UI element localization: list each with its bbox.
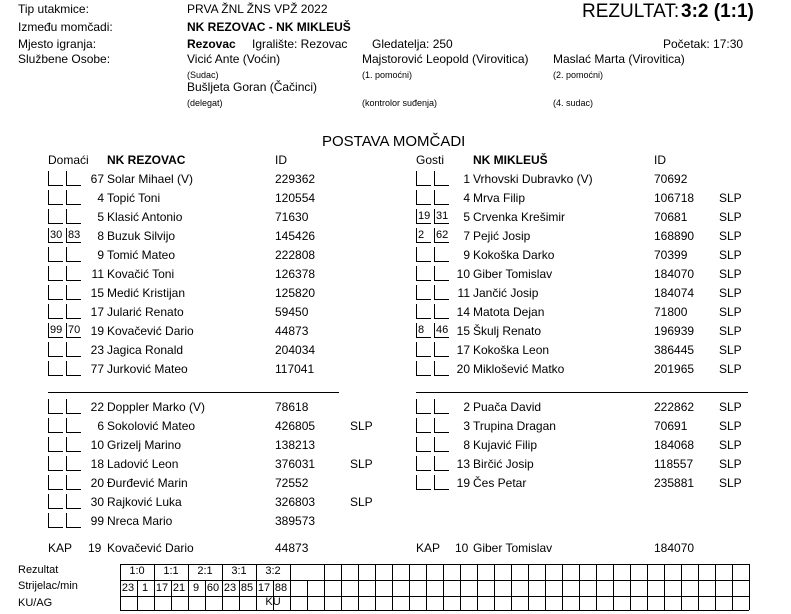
player-id: 71800 — [654, 305, 688, 319]
grid-vline — [664, 564, 665, 610]
grid-hline — [120, 610, 749, 611]
home-kap-name: Kovačević Dario — [107, 541, 194, 555]
player-id: 201965 — [654, 362, 695, 376]
result-cell: 3:1 — [231, 565, 247, 577]
player-number: 19 — [456, 476, 470, 490]
minute-box-out: 83 — [68, 229, 81, 241]
player-name: Doppler Marko (V) — [107, 400, 206, 414]
between-label: Između momčadi: — [18, 20, 113, 34]
grid-vline — [409, 564, 410, 610]
result-cell: 2:1 — [197, 565, 213, 577]
official-assistant-1: Majstorović Leopold (Virovitica) — [362, 52, 529, 66]
slp-badge: SLP — [350, 457, 373, 471]
home-divider — [48, 392, 339, 393]
scorer-cell: 23 — [223, 582, 237, 594]
player-number: 9 — [463, 248, 470, 262]
scorer-cell: 88 — [274, 582, 288, 594]
away-kap-num: 10 — [455, 541, 469, 555]
player-id: 235881 — [654, 476, 695, 490]
player-id: 184070 — [654, 267, 695, 281]
minute-box-in — [416, 456, 431, 471]
minute-box-out: 62 — [436, 229, 449, 241]
player-number: 18 — [90, 457, 104, 471]
slp-badge: SLP — [719, 229, 742, 243]
player-id: 44873 — [275, 324, 309, 338]
player-number: 22 — [90, 400, 104, 414]
slp-badge: SLP — [719, 438, 742, 452]
player-number: 10 — [90, 438, 104, 452]
grid-vline — [511, 564, 512, 610]
slp-badge: SLP — [719, 305, 742, 319]
minute-box-in — [48, 494, 63, 509]
grid-vline — [698, 564, 699, 610]
player-id: 70681 — [654, 210, 688, 224]
scorer-cell: 60 — [206, 582, 220, 594]
minute-box-in — [48, 361, 63, 376]
grid-vline — [562, 564, 563, 610]
player-id: 71630 — [275, 210, 309, 224]
official-delegate: Bušljeta Goran (Čačinci) — [187, 80, 318, 94]
away-label: Gosti — [416, 153, 445, 167]
player-id: 120554 — [275, 191, 316, 205]
player-name: Škulj Renato — [473, 324, 542, 338]
player-number: 15 — [90, 286, 104, 300]
grid-hline — [120, 596, 749, 597]
official-assistant-2: Maslać Marta (Virovitica) — [553, 52, 685, 66]
player-number: 20 — [456, 362, 470, 376]
grid-label-ku: KU/AG — [18, 597, 53, 609]
player-id: 376031 — [275, 457, 316, 471]
player-id: 138213 — [275, 438, 316, 452]
minute-box-in: 2 — [416, 228, 431, 243]
minute-box-in — [48, 304, 63, 319]
player-number: 17 — [456, 343, 470, 357]
grid-vline — [630, 564, 631, 610]
player-id: 106718 — [654, 191, 695, 205]
home-kap-id: 44873 — [275, 541, 309, 555]
player-name: Giber Tomislav — [473, 267, 553, 281]
player-name: Jularić Renato — [107, 305, 184, 319]
minute-box-in — [48, 285, 63, 300]
minute-box-in: 19 — [418, 210, 431, 222]
player-number: 5 — [463, 210, 470, 224]
player-name: Kovačić Toni — [107, 267, 175, 281]
grid-vline — [749, 564, 750, 610]
player-number: 5 — [97, 210, 104, 224]
minute-box-in — [416, 418, 431, 433]
slp-badge: SLP — [719, 191, 742, 205]
player-id: 168890 — [654, 229, 695, 243]
player-id: 126378 — [275, 267, 316, 281]
player-name: Jagica Ronald — [107, 343, 184, 357]
slp-badge: SLP — [719, 457, 742, 471]
slp-badge: SLP — [719, 476, 742, 490]
player-id: 184068 — [654, 438, 695, 452]
grid-vline — [375, 564, 376, 610]
minute-box-in: 99 — [50, 324, 63, 336]
player-id: 117041 — [275, 362, 315, 376]
player-name: Matota Dejan — [473, 305, 545, 319]
official-assistant-1-role: (1. pomoćni) — [362, 70, 413, 80]
minute-box-in — [416, 285, 431, 300]
player-number: 17 — [90, 305, 104, 319]
minute-box-in — [48, 171, 63, 186]
player-name: Klasić Antonio — [107, 210, 183, 224]
player-number: 30 — [90, 495, 104, 509]
player-number: 15 — [456, 324, 470, 338]
minute-box-in — [48, 247, 63, 262]
home-team-name: NK REZOVAC — [107, 153, 186, 167]
player-name: Pejić Josip — [473, 229, 531, 243]
player-name: Kujavić Filip — [473, 438, 538, 452]
result-cell: 1:0 — [129, 565, 145, 577]
player-id: 78618 — [275, 400, 309, 414]
player-name: Puača David — [473, 400, 542, 414]
grid-label-result: Rezultat — [18, 564, 59, 576]
player-number: 77 — [90, 362, 104, 376]
grid-vline — [579, 564, 580, 610]
player-name: Medić Kristijan — [107, 286, 186, 300]
minute-box-in — [416, 437, 431, 452]
slp-badge: SLP — [719, 362, 742, 376]
match-type-label: Tip utakmice: — [18, 2, 89, 16]
grid-vline — [715, 564, 716, 610]
minute-box-in — [48, 190, 63, 205]
slp-badge: SLP — [719, 343, 742, 357]
away-kap-name: Giber Tomislav — [473, 541, 553, 555]
player-name: Jurković Mateo — [107, 362, 188, 376]
minute-box-in — [416, 361, 431, 376]
player-id: 70399 — [654, 248, 688, 262]
minute-box-in: 8 — [416, 323, 431, 338]
slp-badge: SLP — [719, 210, 742, 224]
grid-vline — [358, 564, 359, 610]
player-id: 59450 — [275, 305, 309, 319]
player-id: 118557 — [654, 457, 694, 471]
player-number: 11 — [91, 267, 104, 281]
player-name: Crvenka Krešimir — [473, 210, 566, 224]
player-number: 11 — [457, 286, 470, 300]
player-number: 9 — [97, 248, 104, 262]
grid-vline — [528, 564, 529, 610]
minute-box-in — [416, 171, 431, 186]
minute-box-in — [48, 266, 63, 281]
slp-badge: SLP — [719, 286, 742, 300]
grid-vline — [681, 564, 682, 610]
home-id-header: ID — [275, 153, 287, 167]
player-name: Kokoška Darko — [473, 248, 555, 262]
player-name: Sokolović Mateo — [107, 419, 196, 433]
grid-vline — [647, 564, 648, 610]
away-kap-label: KAP — [416, 541, 441, 555]
player-id: 196939 — [654, 324, 695, 338]
grid-vline — [460, 564, 461, 610]
official-referee-role: (Sudac) — [187, 70, 219, 80]
minute-box-out: 46 — [436, 324, 449, 336]
minute-box-in — [416, 266, 431, 281]
scorer-cell: 85 — [240, 582, 254, 594]
minute-box-in — [416, 475, 431, 490]
slp-badge: SLP — [719, 419, 742, 433]
grid-vline — [290, 564, 291, 610]
player-number: 4 — [97, 191, 104, 205]
grid-vline — [545, 564, 546, 610]
player-id: 389573 — [275, 514, 316, 528]
grid-vline — [307, 580, 308, 610]
away-kap-id: 184070 — [654, 541, 695, 555]
home-kap-num: 19 — [88, 541, 102, 555]
player-id: 70692 — [654, 172, 688, 186]
slp-badge: SLP — [719, 324, 742, 338]
player-name: Nreca Mario — [107, 514, 173, 528]
grid-vline — [392, 564, 393, 610]
scorer-cell: 1 — [141, 582, 149, 594]
scorer-cell: 21 — [172, 582, 186, 594]
lineup-title: POSTAVA MOMČADI — [322, 133, 466, 150]
home-kap-label: KAP — [48, 541, 73, 555]
player-id: 386445 — [654, 343, 695, 357]
official-delegate-role: (delegat) — [187, 98, 223, 108]
away-id-header: ID — [654, 153, 666, 167]
grid-vline — [426, 564, 427, 610]
minute-box-out: 70 — [68, 324, 81, 336]
grid-vline — [341, 564, 342, 610]
result-value: 3:2 (1:1) — [681, 1, 754, 22]
slp-badge: SLP — [719, 400, 742, 414]
grid-vline — [613, 564, 614, 610]
minute-box-in — [48, 399, 63, 414]
player-name: Kovačević Dario — [107, 324, 194, 338]
player-number: 2 — [463, 400, 470, 414]
grid-label-scorer: Strijelac/min — [18, 580, 78, 592]
player-name: Vrhovski Dubravko (V) — [473, 172, 593, 186]
match-type-value: PRVA ŽNL ŽNS VPŽ 2022 — [187, 2, 328, 16]
result-label: REZULTAT: — [582, 1, 680, 22]
player-name: Ladović Leon — [107, 457, 179, 471]
player-id: 125820 — [275, 286, 316, 300]
player-id: 326803 — [275, 495, 316, 509]
player-name: Birčić Josip — [473, 457, 534, 471]
player-id: 70691 — [654, 419, 688, 433]
player-name: Tomić Mateo — [107, 248, 176, 262]
player-number: 6 — [97, 419, 104, 433]
official-referee: Vicić Ante (Voćin) — [187, 52, 281, 66]
player-name: Grizelj Marino — [107, 438, 182, 452]
scorer-cell: 23 — [121, 582, 135, 594]
player-name: Čes Petar — [473, 476, 527, 490]
slp-badge: SLP — [350, 419, 373, 433]
player-id: 145426 — [275, 229, 316, 243]
player-number: 8 — [463, 438, 470, 452]
player-name: Mrva Filip — [473, 191, 526, 205]
player-id: 204034 — [275, 343, 316, 357]
result-cell: 3:2 — [265, 565, 281, 577]
place-label: Mjesto igranja: — [18, 37, 97, 51]
minute-box-in — [48, 342, 63, 357]
result-cell: 1:1 — [163, 565, 179, 577]
ku-cell: KU — [265, 596, 281, 608]
home-label: Domaći — [48, 153, 89, 167]
slp-badge: SLP — [719, 248, 742, 262]
player-number: 1 — [463, 172, 470, 186]
minute-box-in — [416, 399, 431, 414]
player-number: 10 — [456, 267, 470, 281]
minute-box-in — [48, 456, 63, 471]
minute-box-in — [416, 342, 431, 357]
grid-vline — [477, 564, 478, 610]
scorer-cell: 17 — [155, 582, 169, 594]
minute-box-in — [48, 418, 63, 433]
grid-vline — [324, 564, 325, 610]
player-number: 23 — [90, 343, 104, 357]
player-id: 229362 — [275, 172, 316, 186]
player-number: 19 — [90, 324, 104, 338]
minute-box-in — [48, 437, 63, 452]
pitch-value: Igralište: Rezovac — [252, 37, 348, 51]
away-divider — [416, 392, 748, 393]
grid-vline — [443, 564, 444, 610]
minute-box-in — [416, 247, 431, 262]
player-name: Đurđević Marin — [107, 476, 188, 490]
minute-box-out: 31 — [436, 210, 449, 222]
player-number: 13 — [456, 457, 470, 471]
player-name: Jančić Josip — [473, 286, 539, 300]
player-id: 184074 — [654, 286, 695, 300]
minute-box-in — [48, 513, 63, 528]
player-id: 72552 — [275, 476, 309, 490]
player-number: 99 — [90, 514, 104, 528]
player-name: Miklošević Matko — [473, 362, 565, 376]
player-name: Kokoška Leon — [473, 343, 550, 357]
place-value: Rezovac — [187, 37, 236, 51]
grid-vline — [596, 564, 597, 610]
player-name: Trupina Dragan — [473, 419, 556, 433]
official-fourth-role: (4. sudac) — [553, 98, 594, 108]
player-id: 222862 — [654, 400, 695, 414]
official-assistant-2-role: (2. pomoćni) — [553, 70, 604, 80]
teams-title: NK REZOVAC - NK MIKLEUŠ — [187, 20, 351, 34]
minute-box-in — [48, 475, 63, 490]
slp-badge: SLP — [350, 495, 373, 509]
player-number: 14 — [456, 305, 470, 319]
away-team-name: NK MIKLEUŠ — [473, 153, 548, 167]
player-name: Solar Mihael (V) — [107, 172, 194, 186]
player-number: 67 — [90, 172, 104, 186]
player-number: 20 — [90, 476, 104, 490]
player-number: 3 — [463, 419, 470, 433]
player-id: 222808 — [275, 248, 316, 262]
minute-box-in — [416, 190, 431, 205]
slp-badge: SLP — [719, 267, 742, 281]
grid-vline — [494, 564, 495, 610]
spectators-value: Gledatelja: 250 — [372, 37, 453, 51]
scorer-cell: 9 — [192, 582, 200, 594]
minute-box-in — [416, 304, 431, 319]
player-name: Rajković Luka — [107, 495, 182, 509]
player-id: 426805 — [275, 419, 316, 433]
grid-vline — [732, 564, 733, 610]
official-controller-role: (kontrolor suđenja) — [362, 98, 438, 108]
player-number: 7 — [463, 229, 470, 243]
player-name: Buzuk Silvijo — [107, 229, 176, 243]
scorer-cell: 17 — [257, 582, 271, 594]
start-time: Početak: 17:30 — [663, 37, 744, 51]
player-name: Topić Toni — [107, 191, 161, 205]
officials-label: Službene Osobe: — [18, 52, 111, 66]
player-number: 4 — [463, 191, 470, 205]
minute-box-in: 30 — [50, 229, 63, 241]
minute-box-in — [48, 209, 63, 224]
player-number: 8 — [97, 229, 104, 243]
